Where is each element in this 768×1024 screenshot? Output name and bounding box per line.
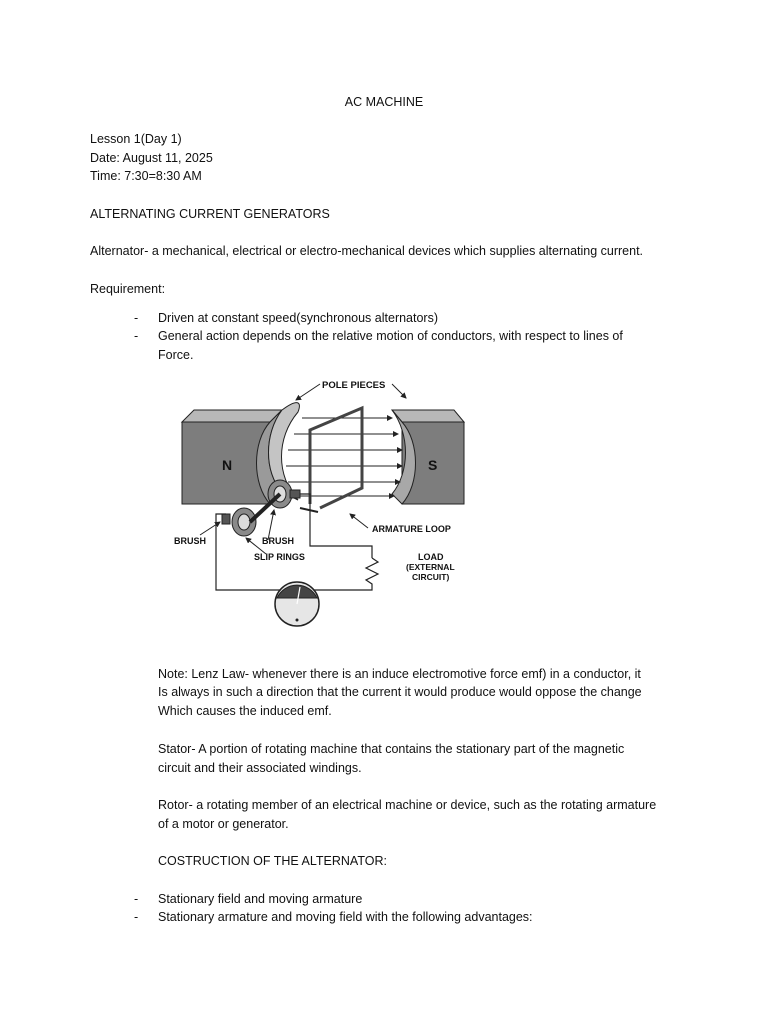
brush-left xyxy=(222,514,230,524)
requirement-item-continued: Force. xyxy=(158,348,194,362)
label-external: (EXTERNAL xyxy=(406,562,455,572)
label-brush-left: BRUSH xyxy=(174,536,207,546)
note-paragraph-line: Which causes the induced emf. xyxy=(158,704,332,718)
label-load: LOAD xyxy=(418,552,444,562)
label-south: S xyxy=(428,457,438,473)
label-slip-rings: SLIP RINGS xyxy=(254,552,305,562)
stator-paragraph-line: circuit and their associated windings. xyxy=(158,761,362,775)
flux-lines xyxy=(286,418,402,496)
bullet-dash: - xyxy=(134,910,139,924)
bullet-dash: - xyxy=(134,892,139,906)
note-paragraph-line: Is always in such a direction that the current it would produce would oppose the change xyxy=(158,685,642,699)
requirement-label: Requirement: xyxy=(90,282,166,296)
meter xyxy=(275,582,319,626)
bullet-dash: - xyxy=(134,311,139,325)
date-line: Date: August 11, 2025 xyxy=(90,151,213,165)
time-line: Time: 7:30=8:30 AM xyxy=(90,169,202,183)
lesson-line: Lesson 1(Day 1) xyxy=(90,132,182,146)
label-north: N xyxy=(222,457,233,473)
alternator-definition: Alternator- a mechanical, electrical or electro-mechanical devices which supplies alternating current. xyxy=(90,244,644,258)
label-pole-pieces: POLE PIECES xyxy=(322,380,386,391)
construction-item: Stationary armature and moving field with the following advantages: xyxy=(158,910,533,924)
label-circuit: CIRCUIT) xyxy=(412,572,450,582)
rotor-paragraph-line: Rotor- a rotating member of an electrical machine or device, such as the rotating armature xyxy=(158,798,657,812)
armature-loop xyxy=(310,408,362,508)
brush-right xyxy=(290,490,300,498)
stator-paragraph-line: Stator- A portion of rotating machine that contains the stationary part of the magnetic xyxy=(158,742,625,756)
label-armature-loop: ARMATURE LOOP xyxy=(372,524,451,534)
requirement-item: General action depends on the relative motion of conductors, with respect to lines of xyxy=(158,329,623,343)
rotor-paragraph-line: of a motor or generator. xyxy=(158,817,289,831)
requirement-item: Driven at constant speed(synchronous alternators) xyxy=(158,311,439,325)
document-title: AC MACHINE xyxy=(344,95,424,109)
section-heading: ALTERNATING CURRENT GENERATORS xyxy=(90,207,330,221)
label-brush-right: BRUSH xyxy=(262,536,295,546)
note-paragraph-line: Note: Lenz Law- whenever there is an induce electromotive force emf) in a conductor, it xyxy=(158,667,641,681)
alternator-diagram xyxy=(170,372,470,634)
bullet-dash: - xyxy=(134,329,139,343)
construction-item: Stationary field and moving armature xyxy=(158,892,363,906)
construction-heading: COSTRUCTION OF THE ALTERNATOR: xyxy=(158,854,387,868)
